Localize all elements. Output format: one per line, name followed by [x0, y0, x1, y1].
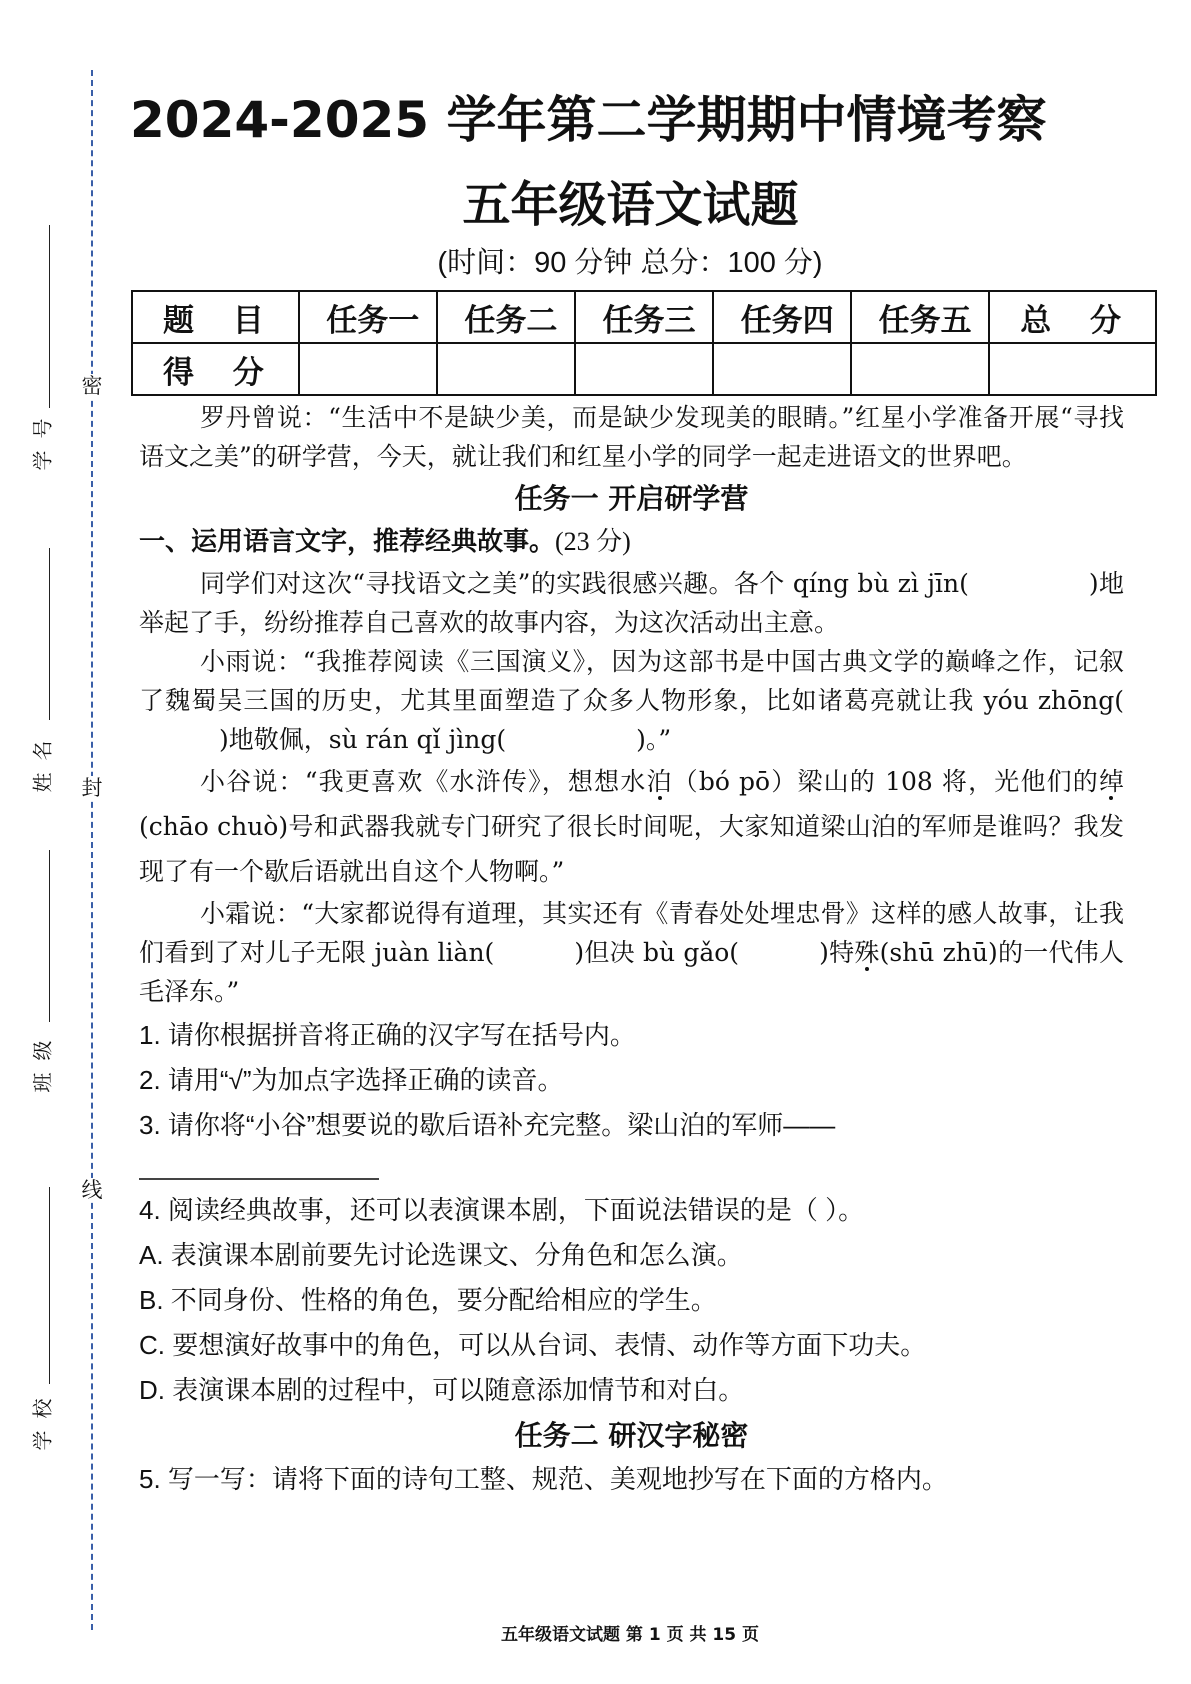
text-span: 小霜说：“大家都说得有道理，其实还有《青春处处埋忠骨》这样的感人故事，让我们看到了对儿子无限 juàn liàn( [139, 899, 1124, 967]
task2-title: 任务二 研汉字秘密 [514, 1419, 749, 1452]
option-b: B. 不同身份、性格的角色，要分配给相应的学生。 [139, 1285, 717, 1315]
binding-dashed-line [91, 70, 93, 1630]
text-span: )但决 bù gǎo( [574, 938, 740, 967]
exam-content [139, 398, 1124, 1502]
header-cell: 任务二 [437, 291, 575, 343]
exam-title: 2024-2025 学年第二学期期中情境考察 [130, 91, 1047, 149]
header-cell: 任务五 [851, 291, 989, 343]
option-a: A. 表演课本剧前要先讨论选课文、分角色和怎么演。 [139, 1240, 743, 1270]
paragraph-xiaoyu [139, 642, 1124, 759]
seal-word-xian: 线 [81, 1178, 103, 1202]
seal-word-feng: 封 [81, 776, 103, 800]
text-span: 小谷说：“我更喜欢《水浒传》，想想水 [200, 767, 647, 796]
task1-title: 任务一 开启研学营 [514, 482, 749, 515]
header-cell: 总 分 [989, 291, 1156, 343]
question-3-answer-line[interactable] [139, 1148, 379, 1180]
seal-word-mi: 密 [81, 374, 103, 398]
score-table [131, 290, 1157, 396]
student-id-line[interactable] [49, 225, 50, 408]
score-cell-task2[interactable] [437, 343, 575, 395]
question-5: 5. 写一写：请将下面的诗句工整、规范、美观地抄写在下面的方格内。 [139, 1464, 948, 1494]
section-one-label: 一、运用语言文字，推荐经典故事。 [139, 527, 556, 557]
time-info: (时间：90 分钟 总分：100 分) [437, 247, 823, 279]
intro-paragraph: 罗丹曾说：“生活中不是缺少美，而是缺少发现美的眼睛。”红星小学准备开展“寻找语文之美”的研学营，今天，就让我们和红星小学的同学一起走进语文的世界吧。 [139, 403, 1124, 471]
dotted-char: 泊 [646, 767, 673, 796]
student-id-label: 学号 [30, 406, 55, 471]
option-c: C. 要想演好故事中的角色，可以从台词、表情、动作等方面下功夫。 [139, 1330, 927, 1360]
question-2: 2. 请用“√”为加点字选择正确的读音。 [139, 1065, 564, 1095]
name-line[interactable] [49, 548, 50, 720]
text-span: 同学们对这次“寻找语文之美”的实践很感兴趣。各个 qíng bù zì jīn( [200, 569, 969, 598]
text-span: (shū zhū)的一代伟人毛泽东。” [139, 938, 1124, 1006]
score-cell-task4[interactable] [713, 343, 851, 395]
score-row-label: 得 分 [132, 343, 299, 395]
page-footer: 五年级语文试题 第 1 页 共 15 页 [501, 1625, 759, 1645]
section-one-points: (23 分) [555, 527, 631, 556]
text-span: )地敬佩，sù rán qǐ jìng( [219, 725, 507, 754]
paragraph-xiaoshuang [139, 894, 1124, 1011]
text-span: )。” [636, 725, 672, 754]
score-cell-total[interactable] [989, 343, 1156, 395]
school-label: 学校 [30, 1386, 55, 1451]
paragraph-xiaogu [139, 759, 1124, 894]
score-table-score-row [132, 343, 1156, 395]
question-3: 3. 请你将“小谷”想要说的歇后语补充完整。梁山泊的军师—— [139, 1110, 836, 1140]
header-cell: 任务一 [299, 291, 437, 343]
option-d: D. 表演课本剧的过程中，可以随意添加情节和对白。 [139, 1375, 745, 1405]
class-line[interactable] [49, 850, 50, 1022]
exam-subtitle: 五年级语文试题 [462, 177, 799, 233]
paragraph-students [139, 564, 1124, 642]
text-span: (chāo chuò)号和武器我就专门研究了很长时间呢，大家知道梁山泊的军师是谁吗？我发现了有一个歇后语就出自这个人物啊。” [139, 812, 1124, 886]
question-1: 1. 请你根据拼音将正确的汉字写在括号内。 [139, 1020, 636, 1050]
text-span: )特 [819, 938, 855, 967]
dotted-char: 殊 [854, 938, 880, 967]
text-span: （bó pō）梁山的 108 将，光他们的 [672, 767, 1099, 796]
header-cell: 任务三 [575, 291, 713, 343]
class-label: 班级 [30, 1028, 55, 1093]
school-line[interactable] [49, 1187, 50, 1384]
header-cell: 题 目 [132, 291, 299, 343]
section-one-title [139, 520, 1124, 564]
text-span: )地举起了手，纷纷推荐自己喜欢的故事内容，为这次活动出主意。 [139, 569, 1124, 637]
score-table-header-row [132, 291, 1156, 343]
text-span: 小雨说：“我推荐阅读《三国演义》，因为这部书是中国古典文学的巅峰之作，记叙了魏蜀吴三国的历史，尤其里面塑造了众多人物形象，比如诸葛亮就让我 yóu zhōng( [139, 647, 1124, 715]
score-cell-task1[interactable] [299, 343, 437, 395]
name-label: 姓名 [30, 728, 55, 793]
question-4: 4. 阅读经典故事，还可以表演课本剧，下面说法错误的是（ ）。 [139, 1195, 865, 1225]
score-cell-task5[interactable] [851, 343, 989, 395]
score-cell-task3[interactable] [575, 343, 713, 395]
header-cell: 任务四 [713, 291, 851, 343]
dotted-char: 绰 [1098, 767, 1124, 796]
